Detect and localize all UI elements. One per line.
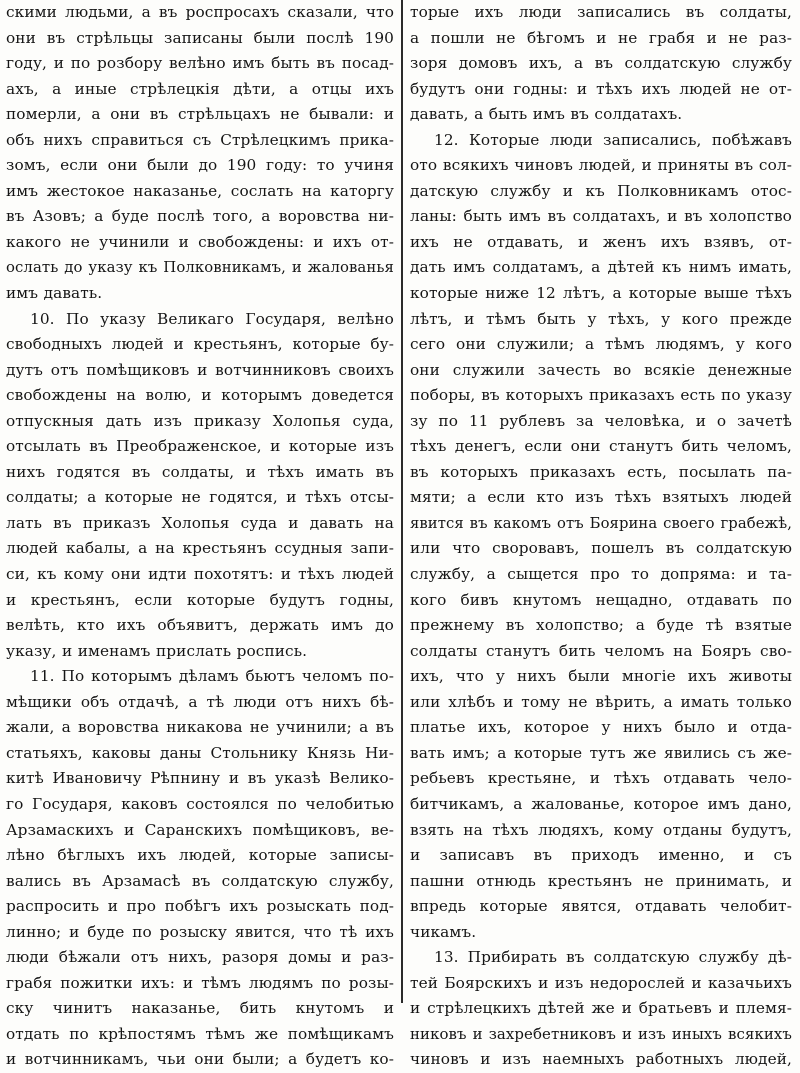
text-line: велѣть, кто ихъ объявитъ, держать имъ до bbox=[6, 616, 394, 635]
paragraph-heading-10: 10. По указу Великаго Государя, велѣно bbox=[30, 309, 394, 328]
text-line: году, и по розбору велѣно имъ быть въ посад- bbox=[6, 54, 394, 73]
text-line: датскую службу и къ Полковникамъ отос- bbox=[410, 181, 792, 200]
text-line: дать имъ солдатамъ, а дѣтей къ нимъ имать, bbox=[410, 258, 792, 277]
text-line: никовъ и захребетниковъ и изъ иныхъ всякихъ bbox=[410, 1024, 792, 1043]
text-line: лѣно бѣглыхъ ихъ людей, которые записы- bbox=[6, 846, 394, 865]
text-line: а пошли не бѣгомъ и не грабя и не раз- bbox=[410, 28, 792, 47]
text-line: ото всякихъ чиновъ людей, и приняты въ сол- bbox=[410, 156, 792, 175]
text-line: чикамъ. bbox=[410, 922, 477, 941]
text-line: объ нихъ справиться съ Стрѣлецкимъ прика- bbox=[6, 130, 394, 149]
text-line: отсылать въ Преображенское, и которые изъ bbox=[6, 437, 394, 456]
text-line: мѣщики объ отдачѣ, а тѣ люди отъ нихъ бѣ- bbox=[6, 692, 394, 711]
text-line: пашни отнюдь крестьянъ не принимать, и bbox=[410, 871, 792, 890]
text-line: го Государя, каковъ состоялся по челобитью bbox=[6, 794, 394, 813]
text-line: тей Боярскихъ и изъ недорослей и казачьихъ bbox=[410, 973, 792, 992]
text-line: и крестьянъ, если которые будутъ годны, bbox=[6, 590, 394, 609]
text-line: Арзамаскихъ и Саранскихъ помѣщиковъ, ве- bbox=[6, 820, 394, 839]
text-line: чиновъ и изъ наемныхъ работныхъ людей, bbox=[410, 1050, 792, 1069]
text-line: ихъ не отдавать, и женъ ихъ взявъ, от- bbox=[410, 232, 792, 251]
text-line: давать, а быть имъ въ солдатахъ. bbox=[410, 105, 683, 124]
text-line: службу, а сыщется про то допряма: и та- bbox=[410, 565, 792, 584]
text-line: или что своровавъ, пошелъ въ солдатскую bbox=[410, 539, 792, 558]
text-line: и вотчинникамъ, чьи они были; а будетъ ко- bbox=[6, 1050, 394, 1069]
text-line: ослать до указу къ Полковникамъ, и жалованья bbox=[6, 259, 394, 277]
text-line: какого не учинили и свобождены: и ихъ от- bbox=[6, 232, 394, 251]
text-line: сего они служили; а тѣмъ людямъ, у кого bbox=[410, 335, 792, 354]
text-line: свобождены на волю, и которымъ доведется bbox=[6, 386, 394, 405]
text-line: имъ жестокое наказанье, сослать на каторгу bbox=[6, 181, 394, 200]
text-line: нихъ годятся въ солдаты, и тѣхъ имать въ bbox=[6, 462, 394, 481]
text-line: людей кабалы, а на крестьянъ ссудныя запи- bbox=[6, 539, 394, 558]
text-line: грабя пожитки ихъ: и тѣмъ людямъ по розы- bbox=[6, 973, 394, 992]
text-line: тѣхъ денегъ, если они станутъ бить челомъ, bbox=[410, 437, 792, 456]
text-line: статьяхъ, каковы даны Стольнику Князь Ни- bbox=[6, 743, 394, 762]
text-line: мяти; а если кто изъ тѣхъ взятыхъ людей bbox=[410, 488, 792, 507]
text-line: прежнему въ холопство; а буде тѣ взятые bbox=[410, 616, 792, 635]
text-line: битчикамъ, а жалованье, которое имъ дано, bbox=[410, 794, 792, 813]
text-line: поборы, въ которыхъ приказахъ есть по указу bbox=[410, 386, 792, 405]
text-line: китѣ Ивановичу Рѣпнину и въ указѣ Велико- bbox=[6, 769, 394, 788]
text-line: солдаты; а которые не годятся, и тѣхъ отсы- bbox=[6, 488, 394, 507]
text-line: отдать по крѣпостямъ тѣмъ же помѣщикамъ bbox=[6, 1024, 394, 1043]
text-line: си, къ кому они идти похотятъ: и тѣхъ людей bbox=[6, 565, 394, 584]
text-line: въ которыхъ приказахъ есть, посылать па- bbox=[410, 462, 792, 481]
text-line: зоря домовъ ихъ, а въ солдатскую службу bbox=[410, 54, 792, 73]
paragraph-heading-12: 12. Которые люди записались, побѣжавъ bbox=[434, 130, 792, 149]
text-line: взять на тѣхъ людяхъ, кому отданы будутъ, bbox=[410, 820, 792, 839]
text-line: распросить и про побѣгъ ихъ розыскать под- bbox=[6, 897, 394, 916]
text-line: будутъ они годны: и тѣхъ ихъ людей не от- bbox=[410, 79, 792, 98]
text-line: вались въ Арзамасѣ въ солдатскую службу, bbox=[6, 871, 394, 890]
text-line: солдаты станутъ бить челомъ на Бояръ сво- bbox=[410, 641, 792, 660]
left-column bbox=[6, 0, 394, 1073]
text-line: или хлѣбъ и тому не вѣрить, а имать только bbox=[410, 692, 792, 711]
text-line: ихъ, что у нихъ были многіе ихъ животы bbox=[410, 667, 792, 686]
text-line: торые ихъ люди записались въ солдаты, bbox=[410, 3, 792, 21]
text-line: явится въ какомъ отъ Боярина своего грабежѣ, bbox=[410, 514, 792, 532]
text-line: платье ихъ, которое у нихъ было и отда- bbox=[410, 718, 792, 737]
text-line: которые ниже 12 лѣтъ, а которые выше тѣхъ bbox=[410, 284, 792, 303]
right-column bbox=[410, 0, 792, 1073]
text-line: свободныхъ людей и крестьянъ, которые бу- bbox=[6, 335, 394, 354]
text-line: ску чинитъ наказанье, бить кнутомъ и bbox=[6, 999, 394, 1018]
text-line: скими людьми, а въ роспросахъ сказали, что bbox=[6, 3, 394, 21]
paragraph-heading-11: 11. По которымъ дѣламъ бьютъ челомъ по- bbox=[30, 667, 394, 686]
text-line: они въ стрѣльцы записаны были послѣ 190 bbox=[6, 28, 394, 47]
text-line: они служили зачесть во всякіе денежные bbox=[410, 360, 792, 379]
text-line: лать въ приказъ Холопья суда и давать на bbox=[6, 513, 394, 532]
text-line: въ Азовъ; а буде послѣ того, а воровства ни- bbox=[6, 207, 394, 226]
column-divider bbox=[401, 0, 403, 1003]
text-line: ребьевъ крестьяне, и тѣхъ отдавать чело- bbox=[410, 769, 792, 788]
text-line: зомъ, если они были до 190 году: то учиня bbox=[6, 156, 394, 175]
text-line: вать имъ; а которые тутъ же явились съ же- bbox=[410, 743, 792, 762]
text-line: лѣтъ, и тѣмъ быть у тѣхъ, у кого прежде bbox=[410, 309, 792, 328]
text-line: зу по 11 рублевъ за человѣка, и о зачетѣ bbox=[410, 411, 792, 430]
text-line: люди бѣжали отъ нихъ, разоря домы и раз- bbox=[6, 948, 394, 967]
paragraph-heading-13: 13. Прибирать въ солдатскую службу дѣ- bbox=[434, 948, 792, 967]
text-line: жали, а воровства никакова не учинили; а въ bbox=[6, 718, 394, 737]
text-line: и стрѣлецкихъ дѣтей же и братьевъ и племя- bbox=[410, 999, 792, 1018]
text-line: и записавъ въ приходъ именно, и съ bbox=[410, 846, 792, 865]
text-line: кого бивъ кнутомъ нещадно, отдавать по bbox=[410, 590, 792, 609]
text-line: дутъ отъ помѣщиковъ и вотчинниковъ своихъ bbox=[6, 360, 394, 379]
text-line: померли, а они въ стрѣльцахъ не бывали: и bbox=[6, 105, 394, 124]
text-line: ланы: быть имъ въ солдатахъ, и въ холопство bbox=[410, 207, 792, 226]
text-line: отпускныя дать изъ приказу Холопья суда, bbox=[6, 411, 394, 430]
text-line: ахъ, а иные стрѣлецкія дѣти, а отцы ихъ bbox=[6, 79, 394, 98]
text-line: линно; и буде по розыску явится, что тѣ ихъ bbox=[6, 922, 394, 941]
text-line: впредь которые явятся, отдавать челобит- bbox=[410, 897, 792, 916]
text-line: имъ давать. bbox=[6, 284, 103, 303]
text-line: указу, и именамъ прислать роспись. bbox=[6, 641, 308, 660]
